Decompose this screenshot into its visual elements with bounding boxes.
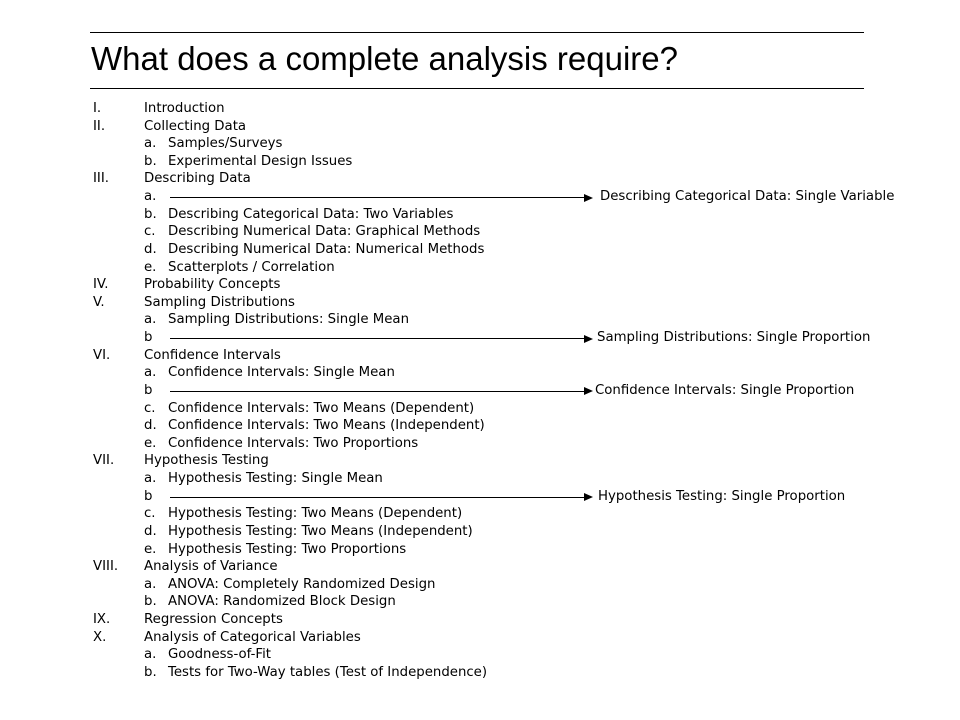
arrow-head-icon bbox=[584, 335, 593, 343]
arrow-line bbox=[170, 197, 584, 198]
sub-item-text: Confidence Intervals: Two Means (Dependent) bbox=[168, 400, 475, 416]
section-heading: Confidence Intervals bbox=[144, 347, 281, 363]
sub-item-text: Hypothesis Testing: Two Proportions bbox=[168, 541, 407, 557]
section-marker: VI. bbox=[93, 347, 111, 363]
section-marker: I. bbox=[93, 101, 102, 116]
sub-item-marker: b. bbox=[144, 206, 157, 222]
section-marker: VIII. bbox=[93, 559, 119, 575]
sub-item-text: Sampling Distributions: Single Mean bbox=[168, 312, 410, 328]
sub-item-text: Goodness-of-Fit bbox=[168, 647, 271, 663]
section-heading: Probability Concepts bbox=[144, 277, 281, 293]
sub-item-text: Hypothesis Testing: Two Means (Independent) bbox=[168, 523, 473, 539]
sub-item-text: Hypothesis Testing: Single Mean bbox=[168, 471, 383, 487]
section-heading: Collecting Data bbox=[144, 118, 247, 134]
slide-title: What does a complete analysis require? bbox=[91, 40, 678, 77]
section-marker: VII. bbox=[93, 453, 115, 469]
sub-item-text: Describing Numerical Data: Numerical Methods bbox=[168, 241, 485, 257]
callout-label: Describing Categorical Data: Single Variable bbox=[600, 189, 895, 205]
sub-item-marker: e. bbox=[144, 259, 157, 275]
sub-item-text: Samples/Surveys bbox=[168, 136, 283, 152]
sub-item-marker: a. bbox=[144, 312, 157, 328]
sub-item-text: Scatterplots / Correlation bbox=[168, 259, 335, 275]
section-marker: X. bbox=[93, 629, 107, 645]
section-heading: Sampling Distributions bbox=[144, 294, 295, 310]
title-bottom-rule bbox=[90, 88, 864, 89]
sub-item-marker: a. bbox=[144, 647, 157, 663]
sub-item-marker: c. bbox=[144, 224, 156, 240]
sub-item-text: Confidence Intervals: Two Means (Independent) bbox=[168, 418, 485, 434]
section-heading: Introduction bbox=[144, 101, 225, 116]
sub-item-marker: d. bbox=[144, 418, 157, 434]
arrow-line bbox=[170, 338, 584, 339]
sub-item-marker: c. bbox=[144, 400, 156, 416]
sub-item-text: ANOVA: Completely Randomized Design bbox=[168, 576, 436, 592]
callout-label: Hypothesis Testing: Single Proportion bbox=[598, 488, 846, 504]
arrow-line bbox=[170, 497, 584, 498]
sub-item-marker: a. bbox=[144, 471, 157, 487]
section-heading: Describing Data bbox=[144, 171, 251, 187]
sub-item-marker: d. bbox=[144, 241, 157, 257]
sub-item-marker: b bbox=[144, 382, 153, 398]
section-marker: V. bbox=[93, 294, 105, 310]
sub-item-marker: d. bbox=[144, 523, 157, 539]
sub-item-text: Hypothesis Testing: Two Means (Dependent) bbox=[168, 506, 463, 522]
callout-label: Sampling Distributions: Single Proportion bbox=[597, 330, 871, 346]
arrow-head-icon bbox=[584, 387, 593, 395]
callout-label: Confidence Intervals: Single Proportion bbox=[595, 382, 855, 398]
arrow-head-icon bbox=[584, 194, 593, 202]
sub-item-marker: e. bbox=[144, 541, 157, 557]
section-heading: Regression Concepts bbox=[144, 611, 283, 627]
section-heading: Analysis of Variance bbox=[144, 559, 278, 575]
arrow-line bbox=[170, 391, 584, 392]
sub-item-marker: e. bbox=[144, 435, 157, 451]
sub-item-marker: b bbox=[144, 488, 153, 504]
section-heading: Hypothesis Testing bbox=[144, 453, 269, 469]
sub-item-marker: a. bbox=[144, 576, 157, 592]
section-marker: IX. bbox=[93, 611, 111, 627]
sub-item-marker: b. bbox=[144, 664, 157, 680]
section-marker: III. bbox=[93, 171, 109, 187]
section-marker: IV. bbox=[93, 277, 109, 293]
sub-item-text: ANOVA: Randomized Block Design bbox=[168, 594, 396, 610]
sub-item-text: Describing Numerical Data: Graphical Methods bbox=[168, 224, 481, 240]
sub-item-marker: b. bbox=[144, 594, 157, 610]
sub-item-marker: a. bbox=[144, 189, 157, 205]
sub-item-marker: a. bbox=[144, 136, 157, 152]
title-top-rule bbox=[90, 32, 864, 33]
sub-item-marker: b. bbox=[144, 153, 157, 169]
sub-item-text: Experimental Design Issues bbox=[168, 153, 353, 169]
sub-item-text: Tests for Two-Way tables (Test of Independence) bbox=[168, 664, 488, 680]
section-heading: Analysis of Categorical Variables bbox=[144, 629, 361, 645]
section-marker: II. bbox=[93, 118, 106, 134]
sub-item-marker: c. bbox=[144, 506, 156, 522]
arrow-head-icon bbox=[584, 493, 593, 501]
sub-item-marker: b bbox=[144, 330, 153, 346]
sub-item-marker: a. bbox=[144, 365, 157, 381]
sub-item-text: Confidence Intervals: Single Mean bbox=[168, 365, 395, 381]
sub-item-text: Confidence Intervals: Two Proportions bbox=[168, 435, 419, 451]
sub-item-text: Describing Categorical Data: Two Variables bbox=[168, 206, 454, 222]
